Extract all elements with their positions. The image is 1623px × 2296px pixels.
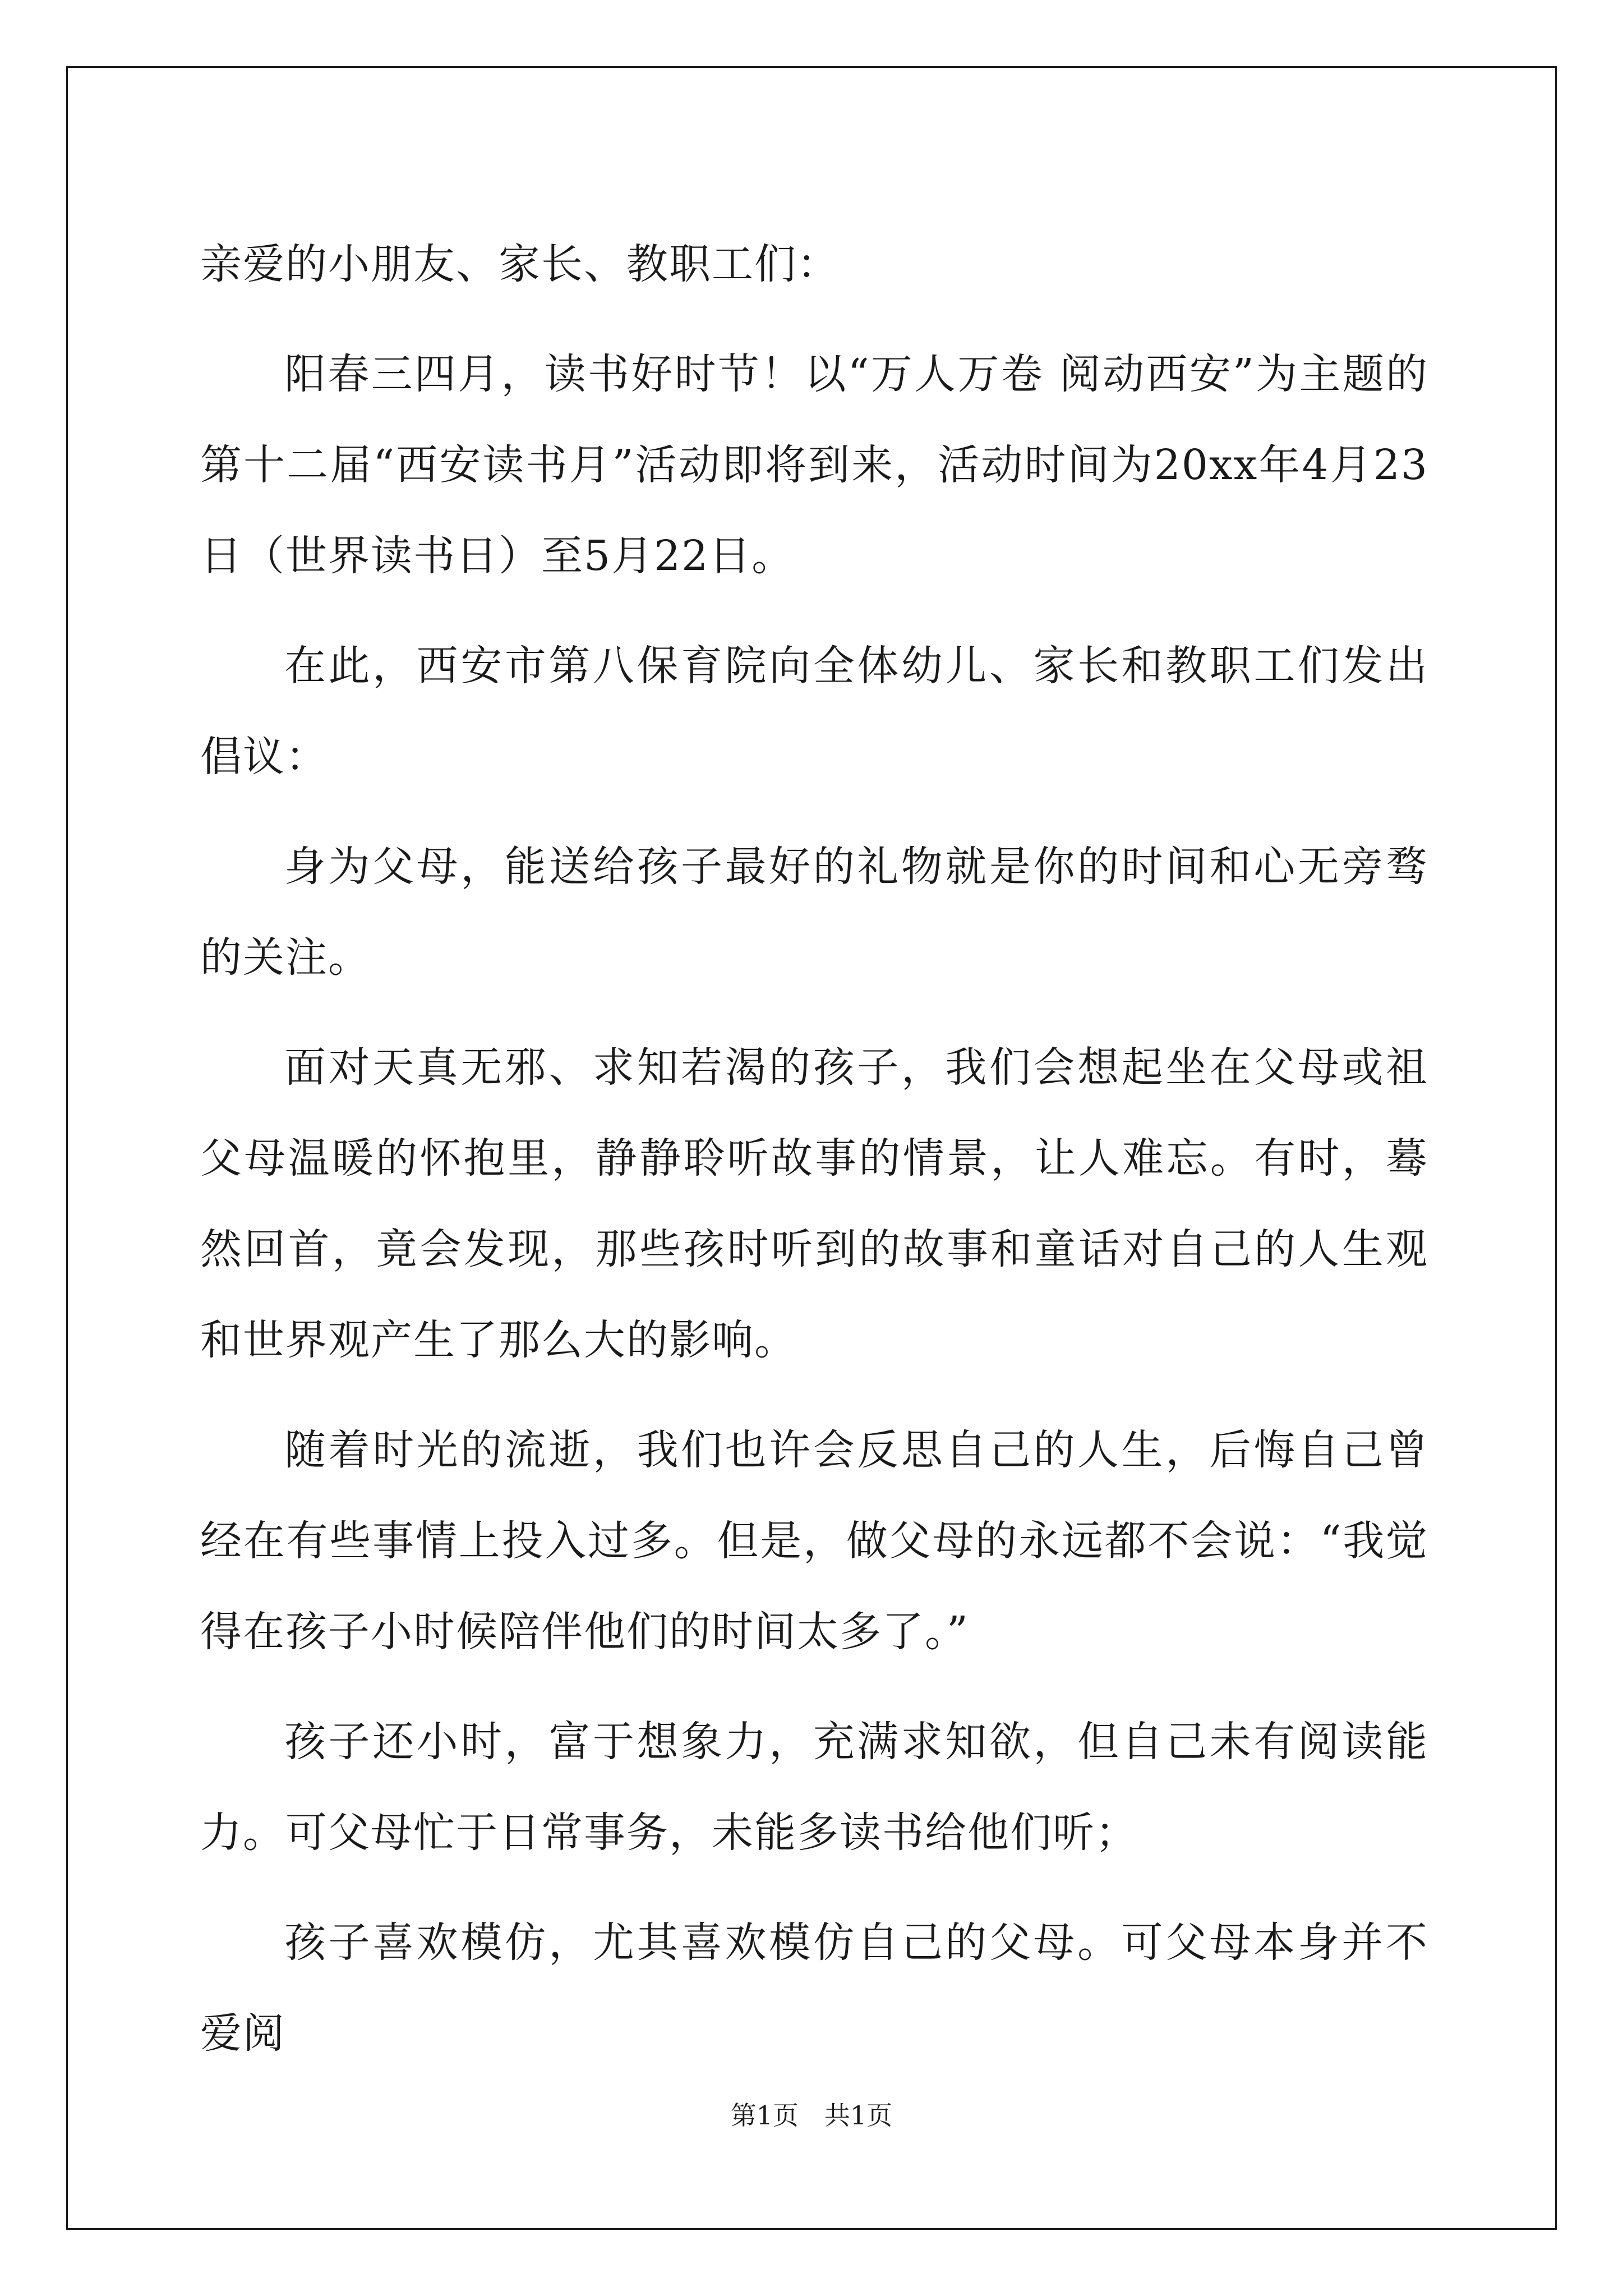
paragraph: 在此，西安市第八保育院向全体幼儿、家长和教职工们发出倡议： bbox=[200, 642, 1428, 781]
paragraph: 孩子喜欢模仿，尤其喜欢模仿自己的父母。可父母本身并不爱阅 bbox=[200, 1918, 1428, 2058]
page-number: 第1页 共1页 bbox=[730, 2100, 893, 2131]
paragraph: 孩子还小时，富于想象力，充满求知欲，但自己未有阅读能力。可父母忙于日常事务，未能多读书给他们听； bbox=[200, 1718, 1428, 1857]
paragraph: 身为父母，能送给孩子最好的礼物就是你的时间和心无旁骛的关注。 bbox=[200, 843, 1428, 982]
document-body bbox=[200, 219, 1428, 2079]
paragraph: 阳春三四月，读书好时节！以“万人万卷 阅动西安”为主题的第十二届“西安读书月”活动即将到来，活动时间为20xx年4月23日（世界读书日）至5月22日。 bbox=[200, 350, 1428, 580]
paragraph: 面对天真无邪、求知若渴的孩子，我们会想起坐在父母或祖父母温暖的怀抱里，静静聆听故事的情景，让人难忘。有时，蓦然回首，竟会发现，那些孩时听到的故事和童话对自己的人生观和世界观产生了那么大的影响。 bbox=[200, 1043, 1428, 1364]
paragraph: 随着时光的流逝，我们也许会反思自己的人生，后悔自己曾经在有些事情上投入过多。但是，做父母的永远都不会说：“我觉得在孩子小时候陪伴他们的时间太多了。” bbox=[200, 1426, 1428, 1656]
salutation: 亲爱的小朋友、家长、教职工们： bbox=[200, 240, 840, 288]
